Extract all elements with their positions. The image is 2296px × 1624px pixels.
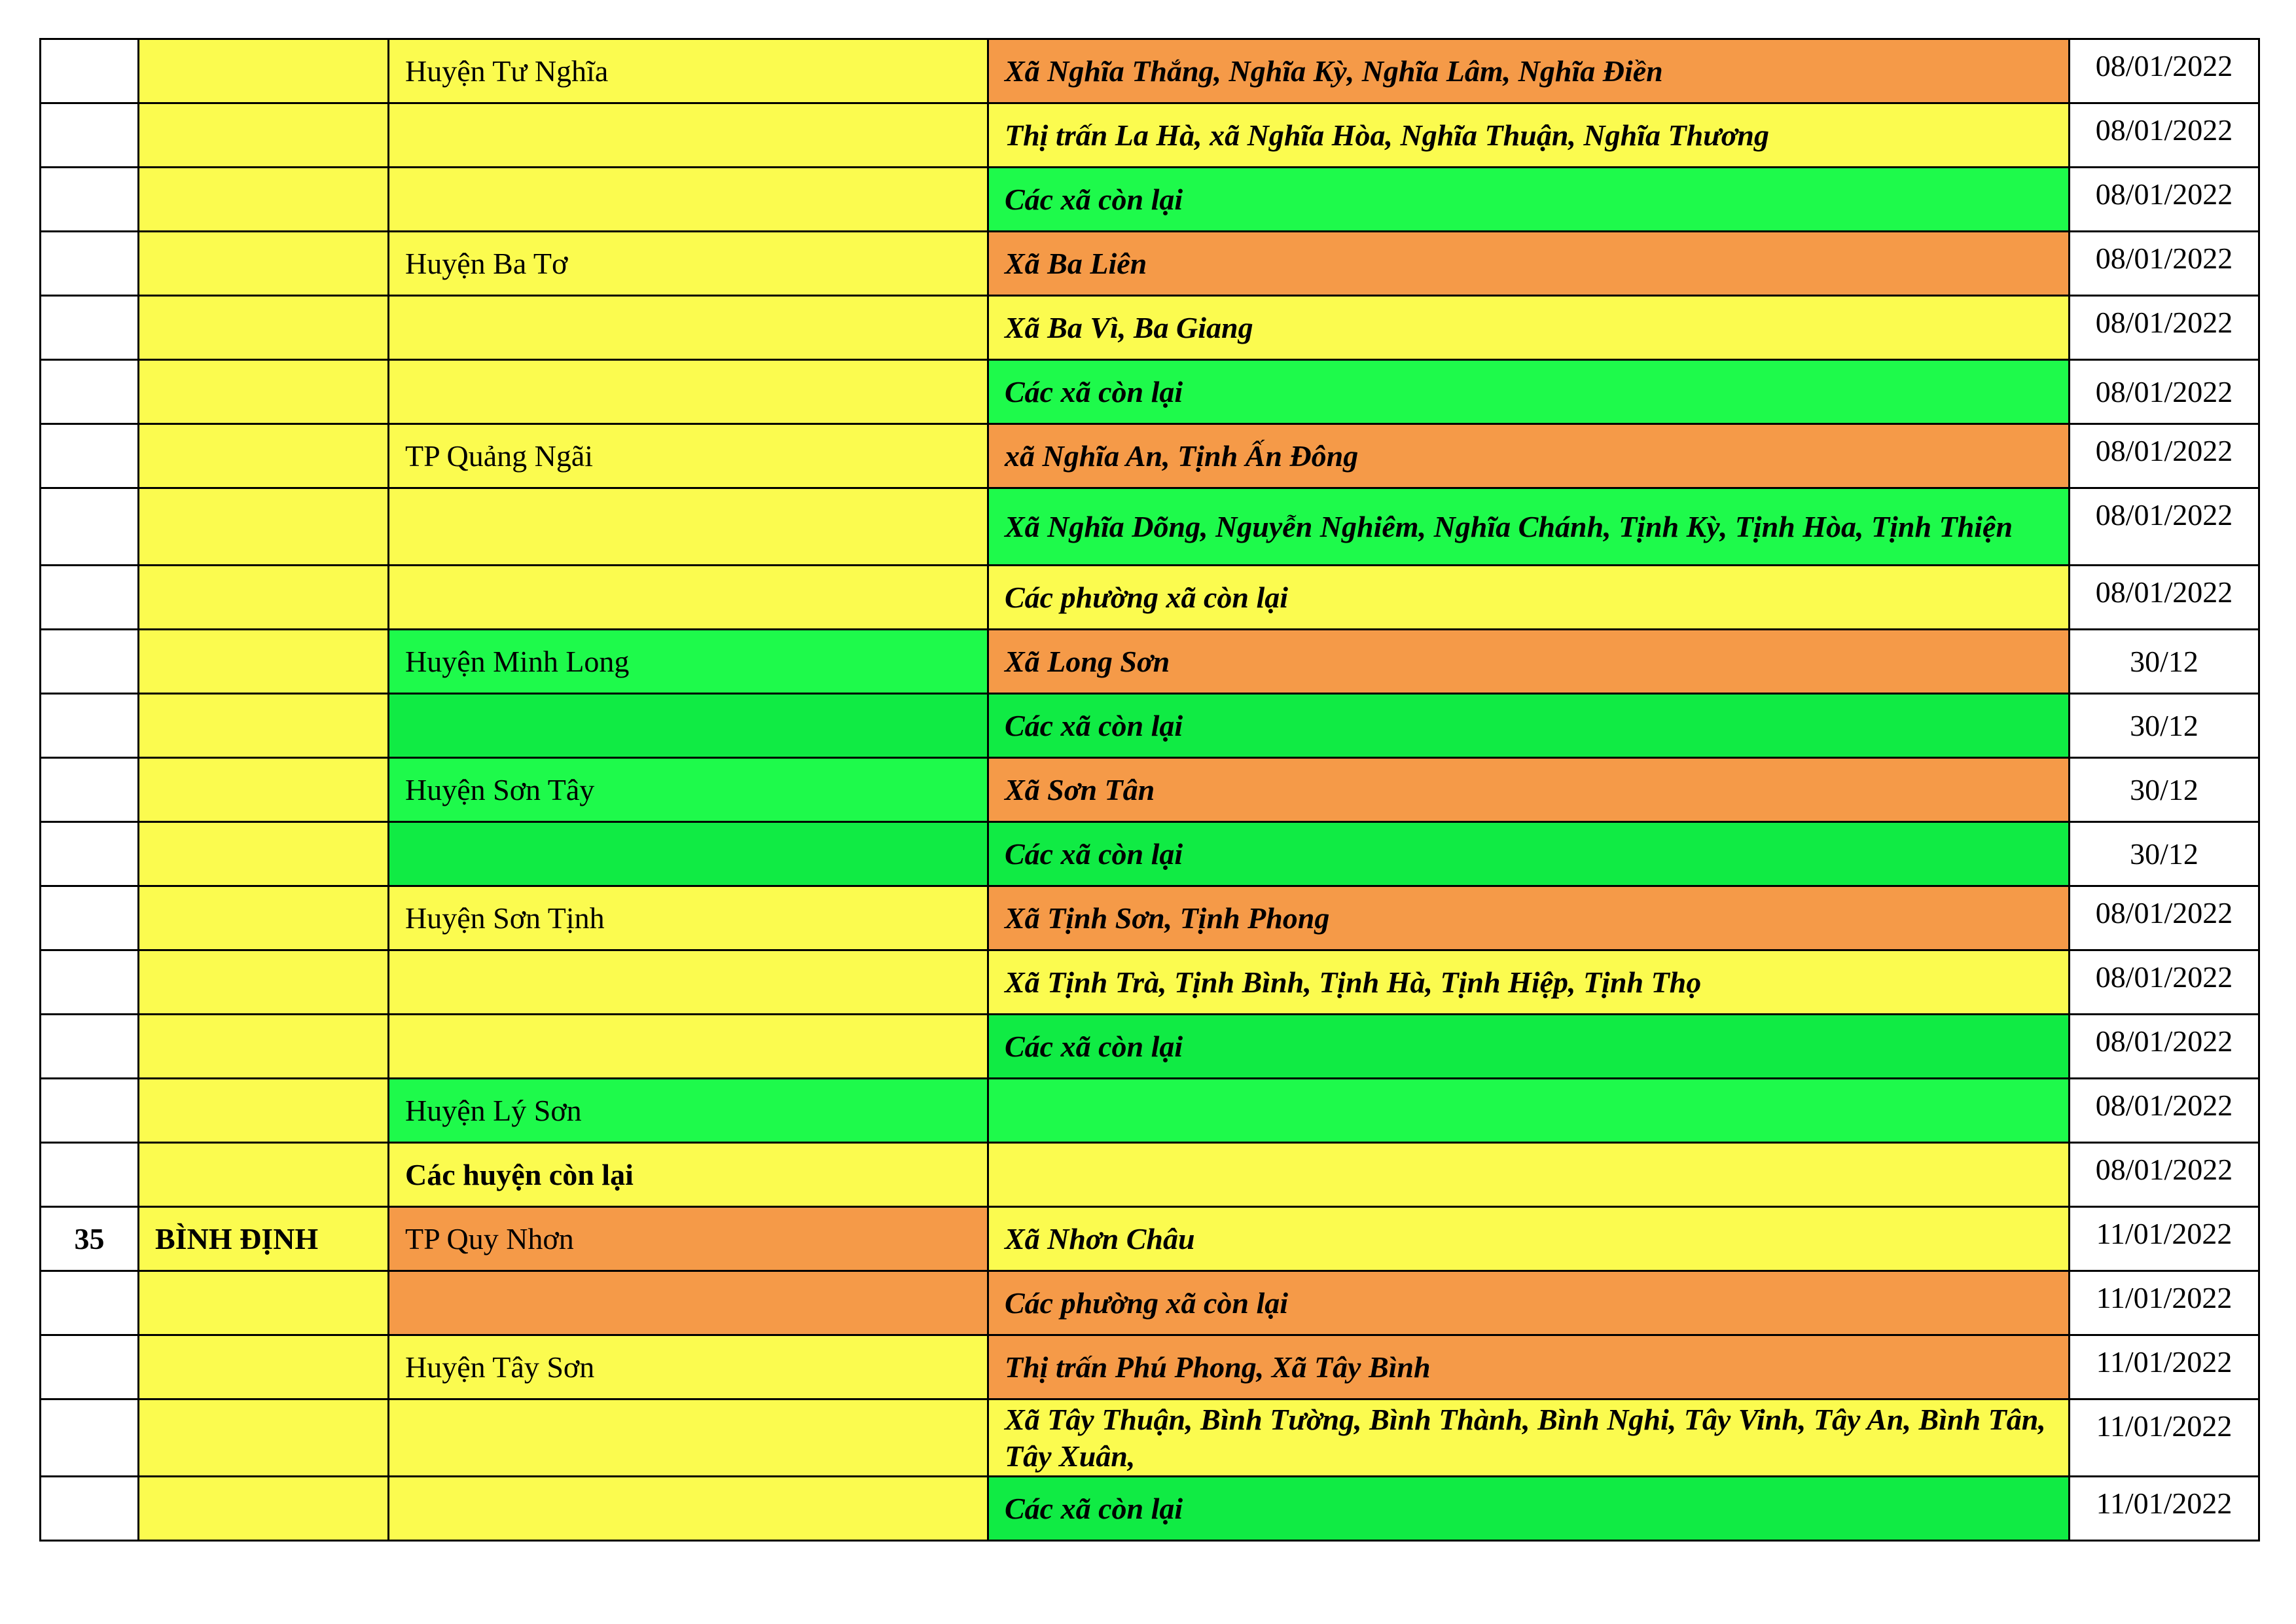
province-cell [139, 886, 389, 950]
district-cell [389, 1399, 988, 1477]
date-cell: 11/01/2022 [2070, 1271, 2259, 1335]
area-cell: Xã Long Sơn [988, 630, 2070, 694]
table-row [41, 360, 2259, 424]
stt-cell [41, 39, 139, 103]
province-cell [139, 950, 389, 1015]
table-row [41, 950, 2259, 1015]
date-cell: 08/01/2022 [2070, 360, 2259, 424]
area-cell: Xã Sơn Tân [988, 758, 2070, 822]
area-cell: Xã Tây Thuận, Bình Tường, Bình Thành, Bình Nghi, Tây Vinh, Tây An, Bình Tân, Tây Xuân, [988, 1399, 2070, 1477]
stt-cell [41, 1015, 139, 1079]
stt-cell [41, 822, 139, 886]
district-cell [389, 103, 988, 168]
table-row [41, 232, 2259, 296]
date-cell: 11/01/2022 [2070, 1335, 2259, 1399]
date-cell: 08/01/2022 [2070, 566, 2259, 630]
stt-cell [41, 1477, 139, 1541]
stt-cell: 35 [41, 1207, 139, 1271]
date-cell: 30/12 [2070, 822, 2259, 886]
table-row [41, 168, 2259, 232]
date-cell: 08/01/2022 [2070, 1143, 2259, 1207]
area-cell: Các xã còn lại [988, 360, 2070, 424]
stt-cell [41, 1399, 139, 1477]
district-cell: Huyện Sơn Tây [389, 758, 988, 822]
table-row [41, 1477, 2259, 1541]
table-row [41, 1271, 2259, 1335]
stt-cell [41, 103, 139, 168]
area-cell: Các xã còn lại [988, 822, 2070, 886]
province-cell [139, 488, 389, 566]
district-cell: Huyện Tư Nghĩa [389, 39, 988, 103]
date-cell: 08/01/2022 [2070, 1079, 2259, 1143]
stt-cell [41, 488, 139, 566]
stt-cell [41, 296, 139, 360]
stt-cell [41, 630, 139, 694]
province-cell [139, 103, 389, 168]
area-cell: Các xã còn lại [988, 168, 2070, 232]
date-cell: 30/12 [2070, 630, 2259, 694]
date-cell: 08/01/2022 [2070, 103, 2259, 168]
province-cell [139, 168, 389, 232]
zone-table [39, 38, 2260, 1542]
table-row [41, 758, 2259, 822]
province-cell [139, 822, 389, 886]
area-cell: Các xã còn lại [988, 1477, 2070, 1541]
district-cell [389, 1271, 988, 1335]
district-cell [389, 1015, 988, 1079]
date-cell: 08/01/2022 [2070, 296, 2259, 360]
area-cell [988, 1143, 2070, 1207]
table-row [41, 488, 2259, 566]
table-row [41, 1399, 2259, 1477]
district-cell [389, 822, 988, 886]
date-cell: 08/01/2022 [2070, 232, 2259, 296]
date-cell: 08/01/2022 [2070, 424, 2259, 488]
district-cell: Huyện Tây Sơn [389, 1335, 988, 1399]
district-cell: Huyện Lý Sơn [389, 1079, 988, 1143]
stt-cell [41, 1079, 139, 1143]
area-cell: xã Nghĩa An, Tịnh Ấn Đông [988, 424, 2070, 488]
stt-cell [41, 1335, 139, 1399]
area-cell: Các xã còn lại [988, 694, 2070, 758]
area-cell: Xã Ba Liên [988, 232, 2070, 296]
date-cell: 08/01/2022 [2070, 488, 2259, 566]
area-cell [988, 1079, 2070, 1143]
district-cell [389, 296, 988, 360]
district-cell: TP Quảng Ngãi [389, 424, 988, 488]
province-cell: BÌNH ĐỊNH [139, 1207, 389, 1271]
district-cell [389, 950, 988, 1015]
district-cell: Huyện Ba Tơ [389, 232, 988, 296]
province-cell [139, 1477, 389, 1541]
date-cell: 08/01/2022 [2070, 39, 2259, 103]
province-cell [139, 360, 389, 424]
stt-cell [41, 950, 139, 1015]
area-cell: Các xã còn lại [988, 1015, 2070, 1079]
table-row [41, 424, 2259, 488]
province-cell [139, 758, 389, 822]
district-cell: Huyện Sơn Tịnh [389, 886, 988, 950]
date-cell: 30/12 [2070, 694, 2259, 758]
stt-cell [41, 232, 139, 296]
table-row [41, 103, 2259, 168]
province-cell [139, 296, 389, 360]
district-cell [389, 694, 988, 758]
table-row [41, 1335, 2259, 1399]
area-cell: Xã Nghĩa Dõng, Nguyễn Nghiêm, Nghĩa Chánh, Tịnh Kỳ, Tịnh Hòa, Tịnh Thiện [988, 488, 2070, 566]
stt-cell [41, 886, 139, 950]
area-cell: Xã Tịnh Sơn, Tịnh Phong [988, 886, 2070, 950]
stt-cell [41, 1143, 139, 1207]
table-row [41, 1079, 2259, 1143]
area-cell: Xã Tịnh Trà, Tịnh Bình, Tịnh Hà, Tịnh Hiệp, Tịnh Thọ [988, 950, 2070, 1015]
area-cell: Xã Nhơn Châu [988, 1207, 2070, 1271]
province-cell [139, 1079, 389, 1143]
district-cell [389, 1477, 988, 1541]
area-cell: Các phường xã còn lại [988, 566, 2070, 630]
table-row [41, 1143, 2259, 1207]
date-cell: 08/01/2022 [2070, 168, 2259, 232]
district-cell: Huyện Minh Long [389, 630, 988, 694]
district-cell: Các huyện còn lại [389, 1143, 988, 1207]
district-cell [389, 566, 988, 630]
stt-cell [41, 566, 139, 630]
district-cell [389, 168, 988, 232]
date-cell: 08/01/2022 [2070, 886, 2259, 950]
area-cell: Xã Ba Vì, Ba Giang [988, 296, 2070, 360]
zone-table-body [41, 39, 2259, 1541]
province-cell [139, 1335, 389, 1399]
table-row [41, 886, 2259, 950]
area-cell: Thị trấn La Hà, xã Nghĩa Hòa, Nghĩa Thuận, Nghĩa Thương [988, 103, 2070, 168]
province-cell [139, 1271, 389, 1335]
stt-cell [41, 424, 139, 488]
area-cell: Các phường xã còn lại [988, 1271, 2070, 1335]
table-row [41, 39, 2259, 103]
district-cell [389, 360, 988, 424]
table-row [41, 694, 2259, 758]
date-cell: 30/12 [2070, 758, 2259, 822]
province-cell [139, 1399, 389, 1477]
table-row [41, 1207, 2259, 1271]
stt-cell [41, 360, 139, 424]
province-cell [139, 694, 389, 758]
province-cell [139, 566, 389, 630]
stt-cell [41, 168, 139, 232]
province-cell [139, 1015, 389, 1079]
stt-cell [41, 694, 139, 758]
date-cell: 11/01/2022 [2070, 1207, 2259, 1271]
table-row [41, 822, 2259, 886]
date-cell: 08/01/2022 [2070, 1015, 2259, 1079]
table-row [41, 630, 2259, 694]
province-cell [139, 630, 389, 694]
province-cell [139, 424, 389, 488]
table-row [41, 566, 2259, 630]
area-cell: Xã Nghĩa Thắng, Nghĩa Kỳ, Nghĩa Lâm, Nghĩa Điền [988, 39, 2070, 103]
stt-cell [41, 1271, 139, 1335]
province-cell [139, 232, 389, 296]
area-cell: Thị trấn Phú Phong, Xã Tây Bình [988, 1335, 2070, 1399]
table-row [41, 1015, 2259, 1079]
stt-cell [41, 758, 139, 822]
date-cell: 11/01/2022 [2070, 1399, 2259, 1477]
province-cell [139, 39, 389, 103]
date-cell: 08/01/2022 [2070, 950, 2259, 1015]
district-cell: TP Quy Nhơn [389, 1207, 988, 1271]
date-cell: 11/01/2022 [2070, 1477, 2259, 1541]
table-row [41, 296, 2259, 360]
province-cell [139, 1143, 389, 1207]
district-cell [389, 488, 988, 566]
